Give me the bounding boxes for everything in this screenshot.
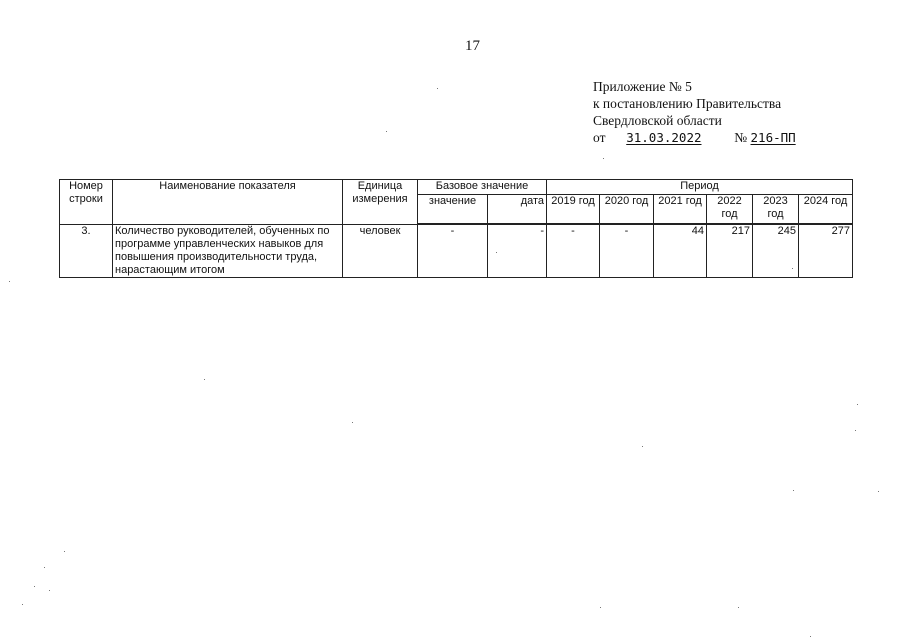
appendix-date-line bbox=[593, 129, 796, 146]
row-base-value: - bbox=[418, 224, 488, 278]
row-value-2023: 245 bbox=[753, 224, 799, 278]
scan-speck bbox=[600, 607, 601, 608]
subheader-year-2019: 2019 год bbox=[547, 195, 600, 225]
row-value-2022: 217 bbox=[707, 224, 753, 278]
header-indicator: Наименование показателя bbox=[113, 180, 343, 225]
scan-speck bbox=[386, 131, 387, 132]
row-number: 3. bbox=[60, 224, 113, 278]
scan-speck bbox=[34, 586, 35, 587]
row-value-2021: 44 bbox=[654, 224, 707, 278]
header-row bbox=[60, 180, 853, 195]
header-period: Период bbox=[547, 180, 853, 195]
scan-speck bbox=[352, 422, 353, 423]
appendix-title: Приложение № 5 bbox=[593, 79, 692, 94]
scan-speck bbox=[49, 590, 50, 591]
subheader-year-2023: 2023 год bbox=[753, 195, 799, 225]
scan-speck bbox=[857, 404, 858, 405]
header-base-value: Базовое значение bbox=[418, 180, 547, 195]
subheader-date: дата bbox=[488, 195, 547, 225]
subheader-value: значение bbox=[418, 195, 488, 225]
appendix-block bbox=[593, 78, 796, 146]
row-base-date: - bbox=[488, 224, 547, 278]
appendix-resolution: к постановлению Правительства bbox=[593, 96, 782, 111]
header-unit: Единица измерения bbox=[343, 180, 418, 225]
appendix-region: Свердловской области bbox=[593, 113, 722, 128]
row-indicator-name: Количество руководителей, обученных по программе управленческих навыков для повышения производительности труда, нарастающим итогом bbox=[113, 224, 343, 278]
header-row-no: Номер строки bbox=[60, 180, 113, 225]
indicators-table bbox=[59, 179, 853, 278]
page-number: 17 bbox=[465, 38, 480, 54]
table-row bbox=[60, 224, 853, 278]
scan-speck bbox=[603, 158, 604, 159]
scan-speck bbox=[810, 636, 811, 637]
subheader-year-2020: 2020 год bbox=[600, 195, 654, 225]
scan-speck bbox=[44, 567, 45, 568]
scan-speck bbox=[9, 281, 10, 282]
scan-speck bbox=[642, 446, 643, 447]
row-value-2020: - bbox=[600, 224, 654, 278]
subheader-year-2022: 2022 год bbox=[707, 195, 753, 225]
scan-speck bbox=[738, 607, 739, 608]
subheader-year-2024: 2024 год bbox=[799, 195, 853, 225]
scan-speck bbox=[204, 379, 205, 380]
scan-speck bbox=[437, 88, 438, 89]
scan-speck bbox=[855, 430, 856, 431]
scan-speck bbox=[878, 491, 879, 492]
scan-speck bbox=[496, 252, 497, 253]
row-value-2019: - bbox=[547, 224, 600, 278]
scan-speck bbox=[792, 268, 793, 269]
resolution-number: 216-ПП bbox=[750, 130, 796, 145]
number-label: № bbox=[734, 130, 748, 145]
scan-speck bbox=[22, 604, 23, 605]
subheader-year-2021: 2021 год bbox=[654, 195, 707, 225]
scan-speck bbox=[793, 490, 794, 491]
row-unit: человек bbox=[343, 224, 418, 278]
from-label: от bbox=[593, 130, 606, 145]
row-value-2024: 277 bbox=[799, 224, 853, 278]
scan-speck bbox=[64, 551, 65, 552]
resolution-date: 31.03.2022 bbox=[626, 130, 702, 145]
